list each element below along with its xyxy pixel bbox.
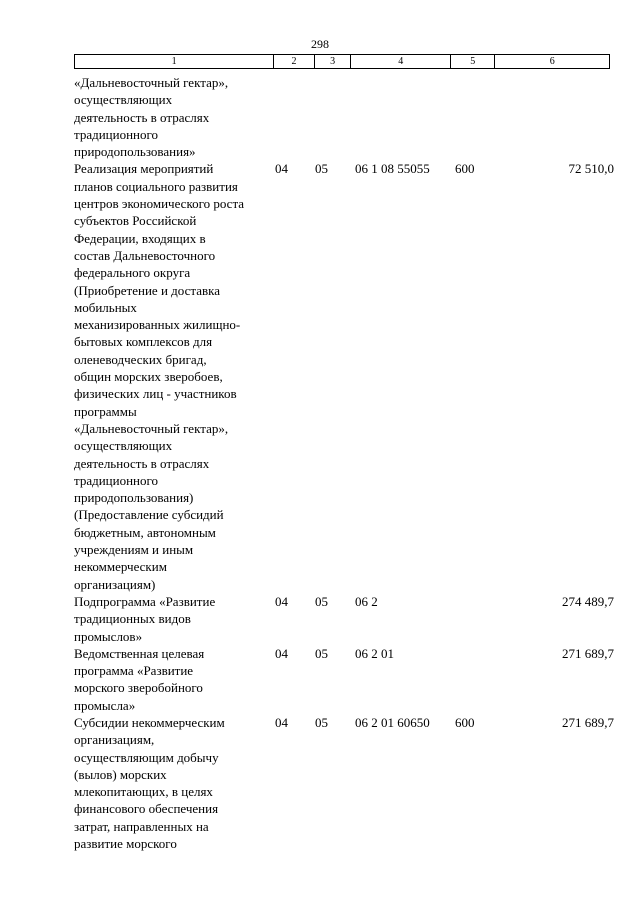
- section-code: 04: [275, 161, 288, 177]
- page-number: 298: [311, 37, 329, 51]
- row-name-line: физических лиц - участников: [74, 386, 237, 402]
- row-name-line: бюджетным, автономным: [74, 524, 216, 540]
- row-name-line: деятельность в отраслях: [74, 455, 210, 471]
- row-name-line: развитие морского: [74, 836, 177, 852]
- row-name: [74, 714, 275, 852]
- row-name-line: центров экономического роста: [74, 196, 245, 212]
- subsection-code: 05: [315, 593, 328, 609]
- row-name-line: Ведомственная целевая: [74, 645, 205, 661]
- subsection-code: [315, 74, 355, 160]
- row-name: [74, 74, 275, 160]
- row-name-line: «Дальневосточный гектар»,: [74, 420, 229, 436]
- row-name-line: Реализация мероприятий: [74, 161, 214, 177]
- target-article-code: 06 2: [355, 593, 378, 609]
- row-name-line: некоммерческим: [74, 559, 167, 575]
- row-name-line: промыслов»: [74, 628, 143, 644]
- expense-type-code: 600: [455, 714, 475, 730]
- column-header-1: 1: [75, 55, 274, 69]
- row-name-line: субъектов Российской: [74, 213, 197, 229]
- row-name-line: деятельность в отраслях: [74, 109, 210, 125]
- row-name-line: федерального округа: [74, 265, 191, 281]
- subsection-code: 05: [315, 161, 328, 177]
- row-name-line: Подпрограмма «Развитие: [74, 593, 216, 609]
- table-row: [74, 714, 614, 852]
- section-code: 04: [275, 593, 288, 609]
- target-article-code: 06 1 08 55055: [355, 161, 430, 177]
- table-row: [74, 645, 614, 714]
- row-name-line: планов социального развития: [74, 178, 238, 194]
- amount: 271 689,7: [562, 714, 614, 730]
- row-name: [74, 160, 275, 592]
- row-name-line: млекопитающих, в целях: [74, 784, 213, 800]
- amount: [495, 74, 614, 160]
- row-name-line: Федерации, входящих в: [74, 230, 206, 246]
- row-name-line: осуществляющих: [74, 438, 173, 454]
- table-row: [74, 74, 614, 160]
- row-name-line: механизированных жилищно-: [74, 317, 241, 333]
- row-name-line: морского зверобойного: [74, 680, 203, 696]
- row-name-line: (вылов) морских: [74, 766, 167, 782]
- target-article-code: 06 2 01: [355, 645, 394, 661]
- budget-table-body: [74, 74, 614, 852]
- expense-type-code: [455, 645, 495, 714]
- expense-type-code: [455, 74, 495, 160]
- row-name-line: оленеводческих бригад,: [74, 351, 207, 367]
- target-article-code: [355, 74, 455, 160]
- row-name-line: осуществляющих: [74, 92, 173, 108]
- row-name-line: «Дальневосточный гектар»,: [74, 75, 229, 90]
- row-name-line: Субсидии некоммерческим: [74, 714, 225, 730]
- column-header-2: 2: [274, 55, 315, 69]
- row-name-line: (Предоставление субсидий: [74, 507, 224, 523]
- row-name-line: затрат, направленных на: [74, 818, 209, 834]
- amount: 274 489,7: [562, 593, 614, 609]
- row-name-line: природопользования»: [74, 144, 196, 160]
- row-name-line: традиционного: [74, 126, 159, 142]
- column-header-4: 4: [351, 55, 451, 69]
- amount: 72 510,0: [568, 161, 614, 177]
- column-header-table: [74, 54, 610, 69]
- section-code: 04: [275, 645, 288, 661]
- subsection-code: 05: [315, 714, 328, 730]
- expense-type-code: [455, 593, 495, 645]
- table-row: [74, 593, 614, 645]
- table-row: [74, 160, 614, 592]
- section-code: 04: [275, 714, 288, 730]
- row-name-line: традиционного: [74, 472, 159, 488]
- amount: 271 689,7: [562, 645, 614, 661]
- target-article-code: 06 2 01 60650: [355, 714, 430, 730]
- column-header-3: 3: [314, 55, 351, 69]
- row-name-line: организациям,: [74, 732, 155, 748]
- expense-type-code: 600: [455, 161, 475, 177]
- column-header-5: 5: [451, 55, 495, 69]
- row-name-line: (Приобретение и доставка: [74, 282, 220, 298]
- section-code: [275, 74, 315, 160]
- row-name-line: учреждениям и иным: [74, 542, 194, 558]
- row-name-line: природопользования): [74, 490, 194, 506]
- column-header-6: 6: [495, 55, 610, 69]
- row-name-line: традиционных видов: [74, 611, 191, 627]
- row-name-line: программы: [74, 403, 137, 419]
- row-name-line: программа «Развитие: [74, 663, 194, 679]
- row-name: [74, 593, 275, 645]
- row-name: [74, 645, 275, 714]
- row-name-line: осуществляющим добычу: [74, 749, 219, 765]
- subsection-code: 05: [315, 645, 328, 661]
- row-name-line: мобильных: [74, 299, 137, 315]
- row-name-line: бытовых комплексов для: [74, 334, 213, 350]
- row-name-line: промысла»: [74, 697, 136, 713]
- row-name-line: общин морских зверобоев,: [74, 369, 223, 385]
- row-name-line: финансового обеспечения: [74, 801, 219, 817]
- row-name-line: организациям): [74, 576, 156, 592]
- row-name-line: состав Дальневосточного: [74, 247, 216, 263]
